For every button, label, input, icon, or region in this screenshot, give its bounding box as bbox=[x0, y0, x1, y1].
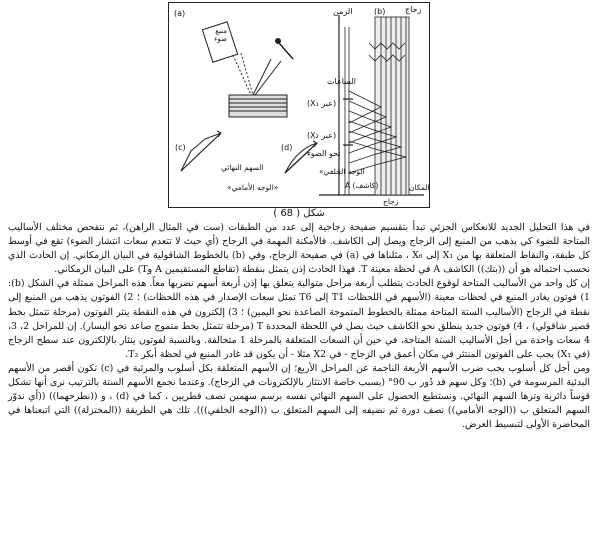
final-arrow-label: السهم النهائي bbox=[221, 163, 264, 172]
panel-b-label: (b) bbox=[374, 7, 386, 16]
panel-d-label: (d) bbox=[281, 143, 293, 152]
detector-label: (كاشف) A bbox=[345, 181, 379, 190]
panel-c-drawing bbox=[181, 131, 221, 171]
place-axis-label: المكان bbox=[409, 183, 430, 192]
figure-68 bbox=[168, 2, 430, 208]
back-face-label: الوجه الخلفي» bbox=[319, 167, 365, 176]
paragraph-2: إن كل واحد من الأساليب المتاحة لوقوع الحادث يتطلب أربعة مراحل متوالية يتعلق بها إذن أربعة أسهم نضربها معاً. هذه المراحل ممثلة في الشكل (b): 1) فوتون يغادر المنبع في لحظات معينة (الأسهم في اللحظات T1 إلى T6 تمثل سعات الإصدار في هذه اللحظات) ؛ 2) الفوتون يذهب من المنبع إلى نقطة في الزجاج (الأساليب الستة المتاحة ممثلة بالخطوط المتموجة الصاعدة نحو اليمين) ؛ 3) إلكترون في هذه النقطة ينثر الفوتون (مرحلة تتمثل بخط قصير شاقولي) ، 4) فوتون جديد ينطلق نحو الكاشف حيث يصل في اللحظة المحددة T (مرحلة تتمثل بخط متموج صاعد نحو اليسار). إن للمراحل 2، 3، 4 سعات واحدة من أجل الأساليب الستة المتاحة، في حين أن السعات المتعلقة بالمرحلة 1 متخالفة. وبالنسبة لفوتون ينثار بالإلكترون عند سطح الزجاج (في X₁) يجب على الفوتون المنتثر في مكان أعمق في الزجاج - في X2 مثلا - أن يكون قد غادر المنبع في لحظة أبكر T₂. bbox=[8, 278, 590, 360]
clocks-label: الساعات bbox=[327, 77, 356, 86]
light-shading-label: نحو الضوء bbox=[307, 149, 341, 158]
panel-c-label: (c) bbox=[175, 143, 186, 152]
glass-slab-a bbox=[229, 95, 287, 117]
x2-label: (عبر X₂) bbox=[307, 131, 337, 140]
body-text bbox=[8, 221, 590, 432]
figure-caption: شكل ( 68 ) bbox=[273, 208, 325, 219]
x1-label: (عبر X₁) bbox=[307, 99, 337, 108]
panel-a-label: (a) bbox=[174, 9, 186, 18]
time-axis-label: الزمن bbox=[333, 7, 353, 16]
paragraph-3: ومن أجل كل أسلوب يجب ضرب الأسهم الأربعة الناجمة عن المراحل الأربع؛ إن الأسهم المتعلقة بكل أسلوب والمرئية في (c) تكون أقصر من الأسهم البدئية المرسومة في (b)؛ وكل سهم قد دُور ب 90° (بسبب خاصة الانتثار بالإلكترونات في الزجاج). وعندما نجمع الأسهم الستة بالترتيب نرى أنها تشكل قوساً دائرية وترها السهم النهائي. ونستطيع الحصول على السهم النهائي نفسه برسم سهمين نصف قطريين ، كما في (d) ، و ((نطرحهما)) ((أي ندوّر السهم المتعلق ب ((الوجه الأمامي)) نصف دورة ثم نضيفه إلى السهم المتعلق ب ((الوجه الخلفي))). تلك هي الطريقة ((المختزلة)) التي اتبعناها في المحاضرة الأولى لتبسيط العرض. bbox=[8, 362, 590, 431]
glass-bottom-label: زجاج bbox=[383, 197, 399, 206]
front-face-label: «الوجه الأمامي» bbox=[227, 183, 279, 192]
paragraph-1: في هذا التحليل الجديد للانعكاس الجزئي تبدأ بتقسيم صفيحة زجاجية إلى عدد من الطبقات (ست في المثال الراهن)، ثم نتفحص مختلف الأساليب المتاحة للضوء كي يذهب من المنبع إلى الزجاج ويصل إلى الكاشف. فالأمكنة المهمة في الزجاج (أي حيث لا تتعدم سعات انتشار الضوء) تقع في أوسط كل طبقة، والنقاط المتعلقة بها من X₁ إلى X₆ ، مثلناها في (a) في صفيحة الزجاج، وفي (b) بالخطوط الشاقولية في البيان الزمكاني. إن الحادث الذي نحسب احتماله هو أن ((بتك)) الكاشف A في لحظة معينة T. فهذا الحادث إذن يتمثل بنقطة (تقاطع المستقيمين A وT) على البيان الزمكاني. bbox=[8, 222, 590, 276]
glass-label: زجاج bbox=[405, 5, 422, 14]
source-label: منبع ضوء bbox=[214, 27, 227, 43]
